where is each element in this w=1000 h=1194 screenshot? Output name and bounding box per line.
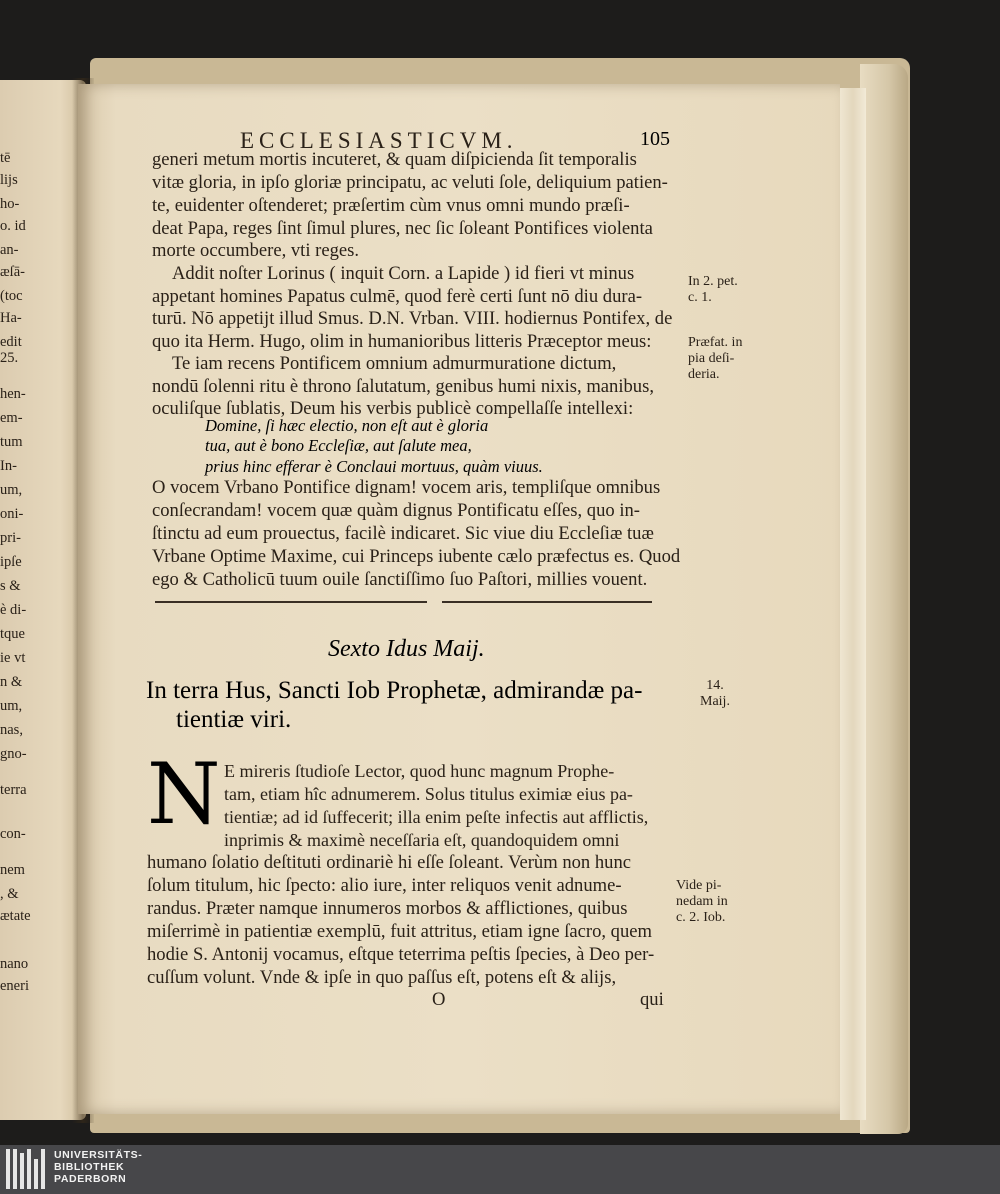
left-page-fragment: (toc [0, 288, 23, 304]
body-line: ego & Catholicū tuum ouile ſanctiſſimo ſuo Paſtori, millies vouent. [152, 569, 648, 590]
body-line: Te iam recens Pontificem omnium admurmuratione dictum, [172, 353, 617, 374]
footer-bar [0, 1145, 1000, 1194]
left-page-fragment: nas, [0, 722, 23, 738]
body-line: morte occumbere, vti reges. [152, 240, 360, 261]
left-page-fragment: 25. [0, 350, 19, 366]
body-line: tam, etiam hîc adnumerem. Solus titulus eximiæ eius pa- [224, 784, 633, 804]
margin-note: 14. Maij. [700, 678, 730, 709]
body-line: humano ſolatio deſtituti ordinariè hi eſſe ſoleant. Verùm non hunc [147, 852, 632, 873]
divider-rule [442, 601, 652, 603]
margin-note: Vide pi- nedam in c. 2. Iob. [676, 878, 728, 925]
left-page-fragment: tē [0, 150, 11, 166]
left-page-fragment: In- [0, 458, 17, 474]
page-stack-edge [840, 88, 866, 1120]
quote-line: tua, aut è bono Eccleſiæ, aut ſalute mea, [205, 436, 472, 455]
left-page-fragment: n & [0, 674, 23, 690]
left-page-fragment: ie vt [0, 650, 26, 666]
body-line: quo ita Herm. Hugo, olim in humanioribus litteris Præceptor meus: [152, 331, 652, 352]
body-line: randus. Præter namque innumeros morbos & afflictiones, quibus [147, 898, 628, 919]
left-page-fragment: tque [0, 626, 25, 642]
library-name: UNIVERSITÄTS- BIBLIOTHEK PADERBORN [54, 1149, 143, 1185]
divider-rule [155, 601, 427, 603]
left-page-fragment: ipſe [0, 554, 22, 570]
body-line: Vrbane Optime Maxime, cui Princeps iubente cælo præfectus es. Quod [152, 546, 681, 567]
quote-line: Domine, ſi hæc electio, non eſt aut è gloria [205, 416, 489, 435]
left-page-fragment: s & [0, 578, 21, 594]
left-page-fragment: gno- [0, 746, 27, 762]
left-page-fragment: eneri [0, 978, 29, 994]
body-line: oculiſque ſublatis, Deum his verbis publicè compellaſſe intellexi: [152, 398, 634, 419]
left-page-fragment: tum [0, 434, 23, 450]
left-page-fragment: oni- [0, 506, 24, 522]
running-head: ECCLESIASTICVM. [240, 128, 518, 153]
body-line: Addit noſter Lorinus ( inquit Corn. a Lapide ) id fieri vt minus [172, 263, 635, 284]
body-line: inprimis & maximè neceſſaria eſt, quandoquidem omni [224, 830, 620, 850]
body-line: conſecrandam! vocem quæ quàm dignus Pontificatu eſſes, quo in- [152, 500, 640, 521]
quote-line: prius hinc efferar è Conclaui mortuus, quàm viuus. [205, 457, 543, 476]
body-line: tientiæ; ad id ſuffecerit; illa enim peſte infectis aut afflictis, [224, 807, 649, 827]
left-page-fragment: nem [0, 862, 25, 878]
left-page-fragment: nano [0, 956, 29, 972]
left-page-fragment: ho- [0, 196, 20, 212]
left-page-fragment: è di- [0, 602, 27, 618]
body-line: turū. Nō appetijt illud Smus. D.N. Vrban. VIII. hodiernus Pontifex, de [152, 308, 673, 329]
drop-cap: N [147, 745, 221, 843]
body-line: te, euidenter oſtenderet; præſertim cùm vnus omni mundo præſi- [152, 195, 630, 216]
left-page-fragment: um, [0, 698, 23, 714]
body-line: miſerrimè in patientiæ exemplū, fuit attritus, etiam igne ſacro, quem [147, 921, 652, 942]
library-logo-icon [4, 1149, 46, 1189]
left-page-fragment: , & [0, 886, 19, 902]
book-spine-edge [860, 64, 908, 1134]
body-line: E mireris ſtudioſe Lector, quod hunc magnum Prophe- [224, 761, 615, 781]
body-line: deat Papa, reges ſint ſimul plures, nec ſic ſoleant Pontifices violenta [152, 218, 653, 239]
left-page-fragment: um, [0, 482, 23, 498]
left-page-fragment: an- [0, 242, 19, 258]
entry-heading: tientiæ viri. [176, 706, 292, 733]
catchword: qui [640, 989, 664, 1010]
margin-note: In 2. pet. c. 1. [688, 274, 738, 305]
left-page-fragment: lijs [0, 172, 18, 188]
left-page-fragment: æſā- [0, 264, 25, 280]
body-line: cuſſum volunt. Vnde & ipſe in quo paſſus eſt, potens eſt & alijs, [147, 967, 617, 988]
left-page-fragment: Ha- [0, 310, 22, 326]
left-page-fragment: edit [0, 334, 22, 350]
left-page-fragment: terra [0, 782, 27, 798]
entry-heading: In terra Hus, Sancti Iob Prophetæ, admirandæ pa- [146, 677, 643, 704]
body-line: ſolum titulum, hic ſpecto: alio iure, inter reliquos venit adnume- [147, 875, 622, 896]
left-page-fragment: ætate [0, 908, 31, 924]
section-title: Sexto Idus Maij. [328, 636, 485, 662]
left-page-fragment: pri- [0, 530, 21, 546]
margin-note: Præfat. in pia deſi- deria. [688, 335, 743, 382]
body-line: appetant homines Papatus culmē, quod ferè certi ſunt nō diu dura- [152, 286, 643, 307]
left-page-fragment: em- [0, 410, 23, 426]
body-line: generi metum mortis incuteret, & quam diſpicienda ſit temporalis [152, 149, 637, 170]
body-line: vitæ gloria, in ipſo gloriæ principatu, ac veluti ſole, deliquium patien- [152, 172, 668, 193]
left-page-fragment: o. id [0, 218, 26, 234]
body-line: O vocem Vrbano Pontifice dignam! vocem aris, templiſque omnibus [152, 477, 661, 498]
left-page-fragment: hen- [0, 386, 26, 402]
body-line: ſtinctu ad eum prouectus, facilè indicaret. Sic viue diu Eccleſiæ tuæ [152, 523, 654, 544]
signature-mark: O [432, 989, 446, 1010]
body-line: hodie S. Antonij vocamus, eſtque teterrima peſtis ſpecies, à Deo per- [147, 944, 655, 965]
left-page-fragment: con- [0, 826, 26, 842]
page-number: 105 [640, 128, 670, 150]
body-line: nondū ſolenni ritu è throno ſalutatum, genibus humi nixis, manibus, [152, 376, 654, 397]
